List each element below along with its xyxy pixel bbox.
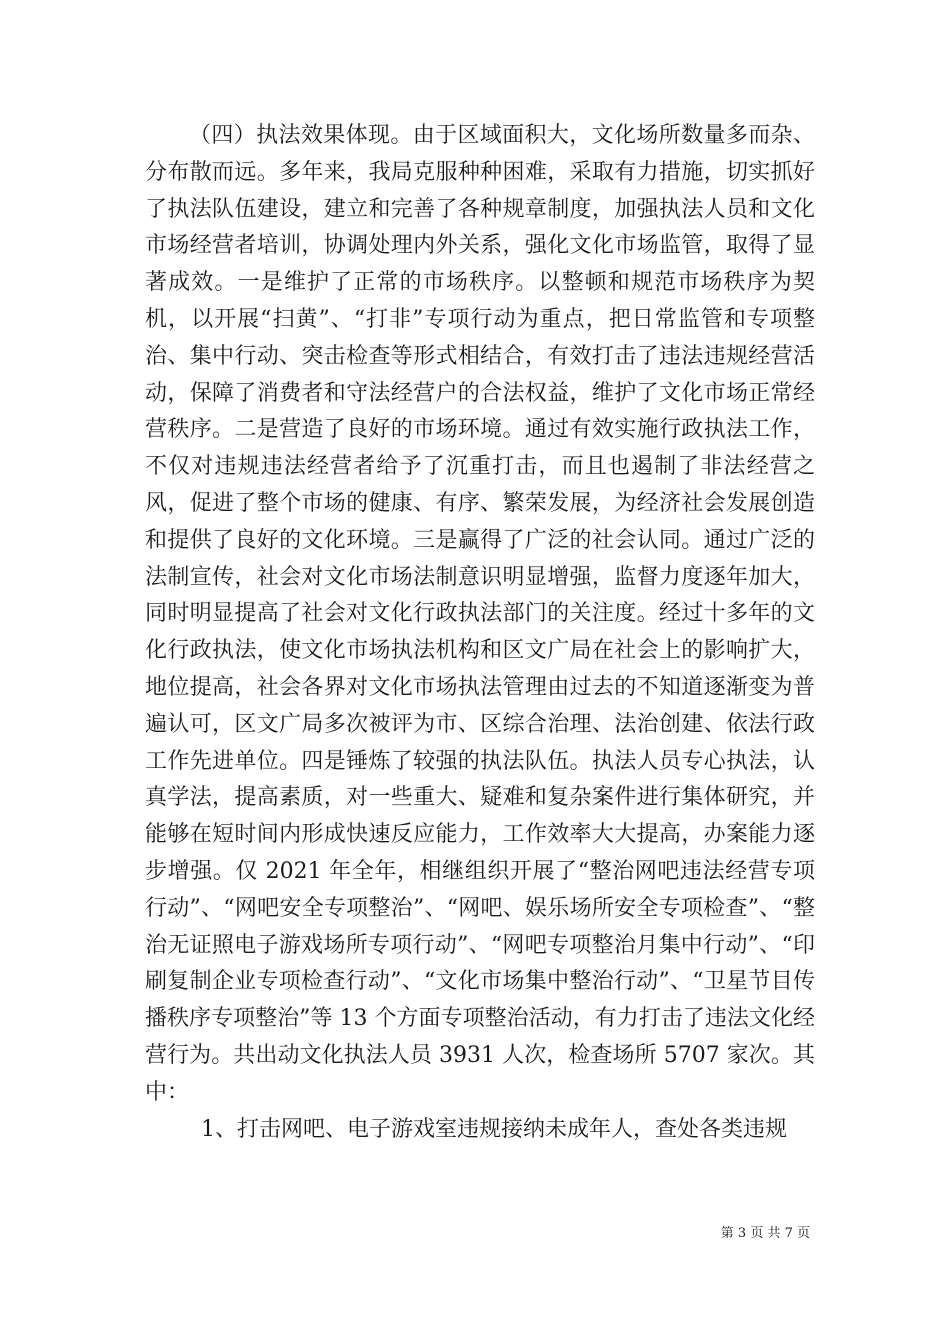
paragraph-item-one: 1、打击网吧、电子游戏室违规接纳未成年人，查处各类违规 [201,1116,787,1142]
paragraph-section-four: （四）执法效果体现。由于区域面积大，文化场所数量多而杂、分布散而远。多年来，我局克服种种困难，采取有力措施，切实抓好了执法队伍建设，建立和完善了各种规章制度，加强执法人员和文化市场经营者培训，协调处理内外关系，强化文化市场监管，取得了显著成效。一是维护了正常的市场秩序。以整顿和规范市场秩序为契机，以开展“扫黄”、“打非”专项行动为重点，把日常监管和专项整治、集中行动、突击检查等形式相结合，有效打击了违法违规经营活动，保障了消费者和守法经营户的合法权益，维护了文化市场正常经营秩序。二是营造了良好的市场环境。通过有效实施行政执法工作，不仅对违规违法经营者给予了沉重打击，而且也遏制了非法经营之风，促进了整个市场的健康、有序、繁荣发展，为经济社会发展创造和提供了良好的文化环境。三是赢得了广泛的社会认同。通过广泛的法制宣传，社会对文化市场法制意识明显增强，监督力度逐年加大，同时明显提高了社会对文化行政执法部门的关注度。经过十多年的文化行政执法，使文化市场执法机构和区文广局在社会上的影响扩大，地位提高，社会各界对文化市场执法管理由过去的不知道逐渐变为普遍认可，区文广局多次被评为市、区综合治理、法治创建、依法行政工作先进单位。四是锤炼了较强的执法队伍。执法人员专心执法，认真学法，提高素质，对一些重大、疑难和复杂案件进行集体研究，并能够在短时间内形成快速反应能力，工作效率大大提高，办案能力逐步增强。仅 2021 年全年，相继组织开展了“整治网吧违法经营专项行动”、“网吧安全专项整治”、“网吧、娱乐场所安全专项检查”、“整治无证照电子游戏场所专项行动”、“网吧专项整治月集中行动”、“印刷复制企业专项检查行动”、“文化市场集中整治行动”、“卫星节目传播秩序专项整治”等 13 个方面专项整治活动，有力打击了违法文化经营行为。共出动文化执法人员 3931 人次，检查场所 5707 家次。其中： [145,123,815,1105]
document-body [145,118,815,1148]
page-number-footer: 第 3 页 共 7 页 [720,1226,810,1241]
